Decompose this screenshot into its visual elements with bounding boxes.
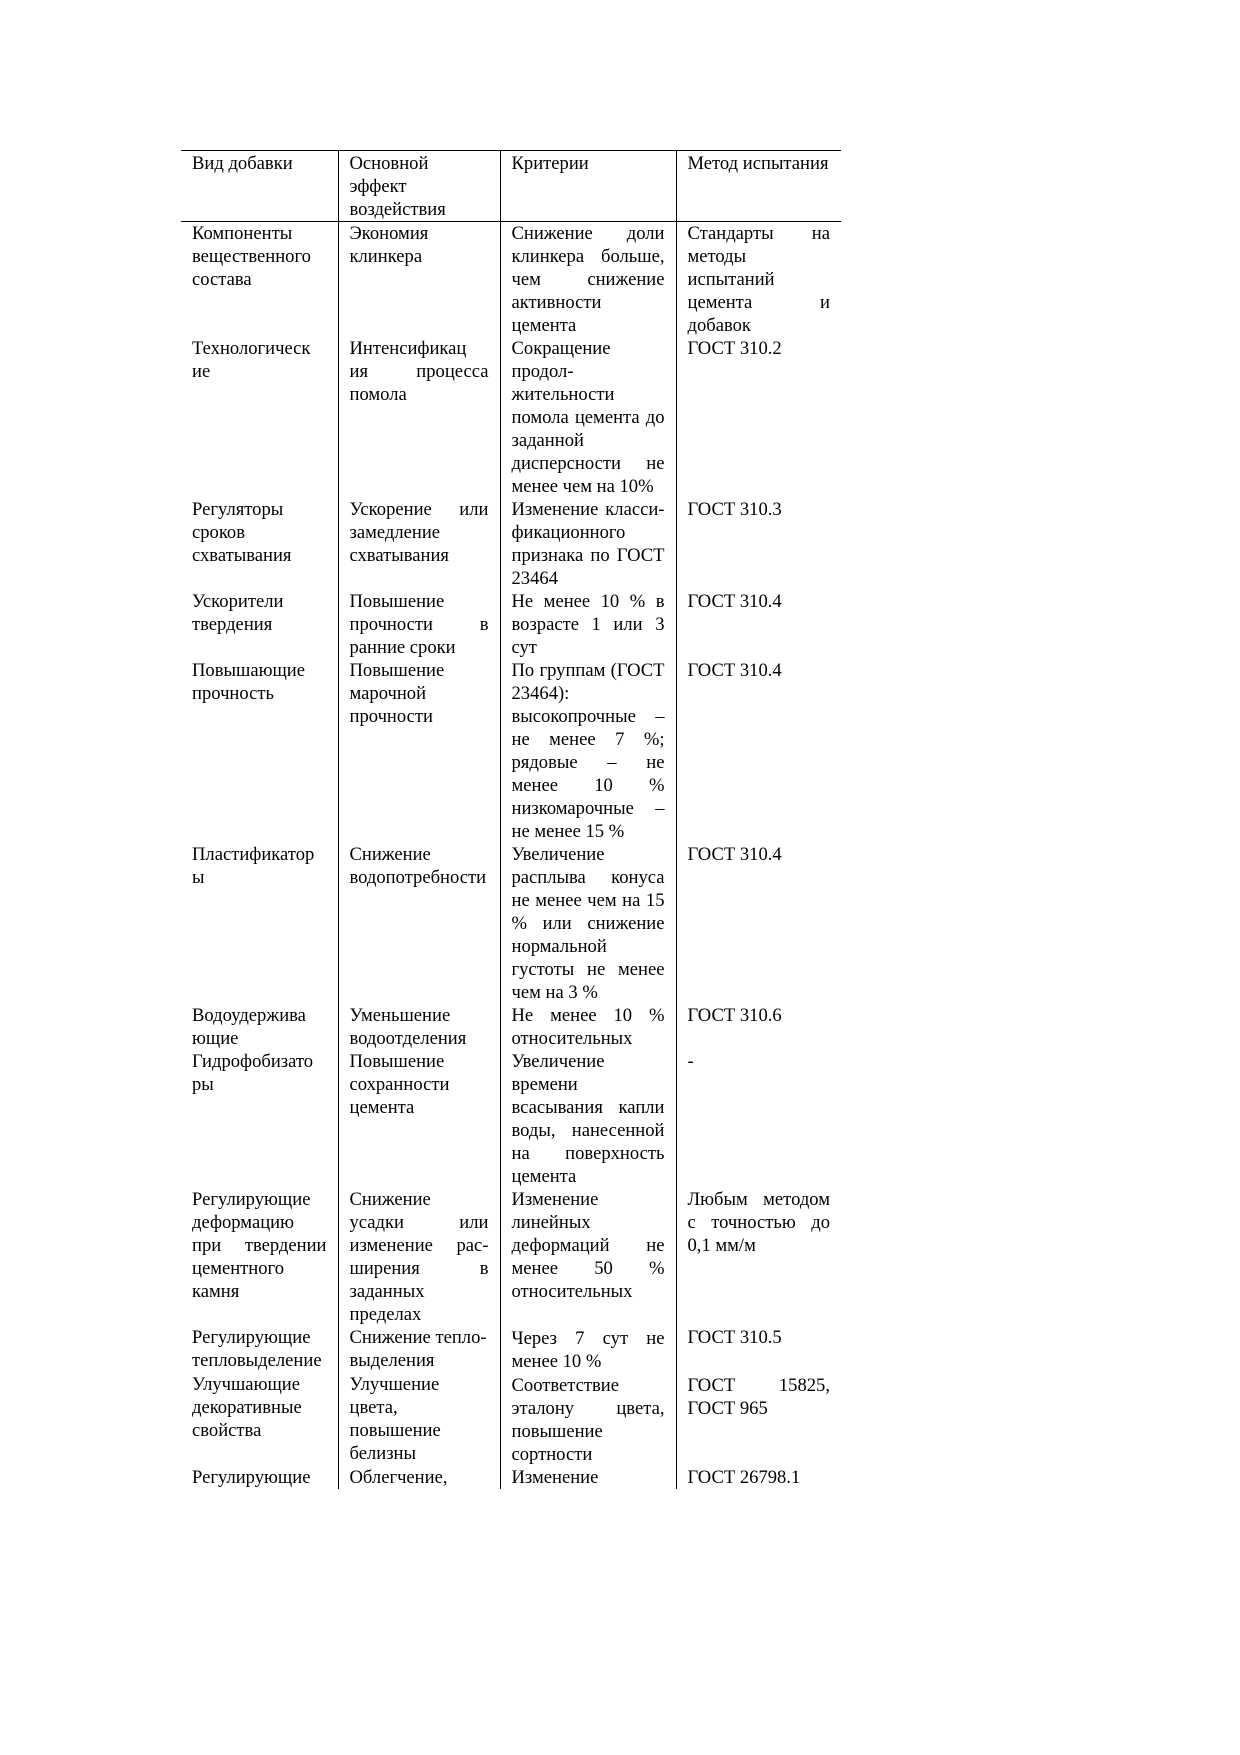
table-row — [181, 1188, 841, 1326]
cell-test-method: ГОСТ 310.2 — [687, 338, 782, 359]
cell-criteria: Изменение линейных деформаций не менее 50 % относительных — [500, 1188, 676, 1326]
cell-main-effect: Повышение сохранности цемента — [338, 1050, 500, 1188]
table-row — [181, 1050, 841, 1188]
criteria-text: Через 7 сут не менее 10 % — [511, 1328, 665, 1372]
cell-additive-type: Компоненты вещественного состава — [181, 222, 338, 338]
cell-main-effect: Ускорение или замедление схватывания — [338, 498, 500, 590]
table-row — [181, 659, 841, 843]
table-row — [181, 1326, 841, 1373]
table-row — [181, 1466, 841, 1489]
cell-main-effect: Снижение усадки или изменение расширения в заданных пределах — [338, 1188, 500, 1326]
cell-criteria: Изменение классификационного признака по ГОСТ 23464 — [500, 498, 676, 590]
table-body — [181, 222, 841, 1490]
header-main-effect: Основной эффект воздействия — [338, 151, 500, 222]
cell-main-effect: Повышение марочной прочности — [338, 659, 500, 843]
cell-additive-type: Улучшающие декоративные свойства — [181, 1373, 338, 1466]
cell-criteria: Снижение доли клинкера больше, чем снижение активности цемента — [500, 222, 676, 338]
cell-additive-type: Водоудержива ющие — [181, 1004, 338, 1050]
cell-main-effect: Улучшение цвета, повышение белизны — [338, 1373, 500, 1466]
cell-main-effect: Снижение тепловыделения — [338, 1326, 500, 1373]
cell-additive-type: Регулирующие тепловыделение — [181, 1326, 338, 1373]
cell-main-effect: Экономия клинкера — [338, 222, 500, 338]
table-row — [181, 590, 841, 659]
cell-test-method: ГОСТ 310.4 — [687, 660, 782, 681]
cell-main-effect: Повышение прочности в ранние сроки — [338, 590, 500, 659]
cell-main-effect: Снижение водопотребности — [338, 843, 500, 1004]
header-test-method: Метод испытания — [676, 151, 841, 222]
table-row — [181, 498, 841, 590]
cell-test-method: - — [687, 1051, 694, 1072]
method-text: ГОСТ 15825, ГОСТ 965 — [687, 1375, 830, 1419]
cell-criteria: Не менее 10 % относительных — [500, 1004, 676, 1050]
cell-test-method: ГОСТ 310.4 — [687, 844, 782, 865]
cell-additive-type: Ускорители твердения — [181, 590, 338, 659]
table-row — [181, 1373, 841, 1466]
cell-test-method: Любым методом с точностью до 0,1 мм/м — [687, 1189, 830, 1256]
cell-additive-type: Регулирующие — [181, 1466, 338, 1489]
cell-additive-type: Гидрофобизато ры — [181, 1050, 338, 1188]
cell-test-method: Стандарты на методы испытаний цемента и добавок — [687, 223, 830, 336]
cell-test-method: ГОСТ 310.3 — [687, 499, 782, 520]
header-additive-type: Вид добавки — [181, 151, 338, 222]
cell-additive-type: Повышающие прочность — [181, 659, 338, 843]
cell-criteria: По группам (ГОСТ 23464): высокопрочные – не менее 7 %; рядовые – не менее 10 % низкомарочные – не менее 15 % — [500, 659, 676, 843]
table-row — [181, 843, 841, 1004]
cell-test-method: ГОСТ 26798.1 — [687, 1467, 801, 1488]
cell-main-effect: Уменьшение водоотделения — [338, 1004, 500, 1050]
cell-additive-type: Регулирующие деформацию при твердении цементного камня — [181, 1188, 338, 1326]
cell-test-method: ГОСТ 310.4 — [687, 591, 782, 612]
cell-additive-type: Технологическ ие — [181, 337, 338, 498]
table-row — [181, 222, 841, 338]
table-row — [181, 337, 841, 498]
header-row — [181, 151, 841, 222]
cell-criteria — [500, 1373, 676, 1466]
cell-test-method: ГОСТ 310.6 — [687, 1005, 782, 1026]
cell-additive-type: Регуляторы сроков схватывания — [181, 498, 338, 590]
table-header — [181, 151, 841, 222]
criteria-text: Соответствие эталону цвета, повышение сортности — [511, 1375, 665, 1465]
table-row — [181, 1004, 841, 1050]
header-criteria: Критерии — [500, 151, 676, 222]
cell-criteria: Сокращение продолжительности помола цемента до заданной дисперсности не менее чем на 10% — [500, 337, 676, 498]
cell-criteria — [500, 1326, 676, 1373]
cell-main-effect: Облегчение, — [338, 1466, 500, 1489]
cell-test-method — [676, 1373, 841, 1466]
additives-table — [181, 150, 841, 1489]
cell-criteria: Изменение — [500, 1466, 676, 1489]
cell-main-effect: Интенсификац ия процесса помола — [338, 337, 500, 498]
cell-criteria: Увеличение расплыва конуса не менее чем на 15 % или снижение нормальной густоты не менее чем на 3 % — [500, 843, 676, 1004]
cell-additive-type: Пластификатор ы — [181, 843, 338, 1004]
cell-criteria: Не менее 10 % в возрасте 1 или 3 сут — [500, 590, 676, 659]
cell-criteria: Увеличение времени всасывания капли воды, нанесенной на поверхность цемента — [500, 1050, 676, 1188]
cell-test-method: ГОСТ 310.5 — [687, 1327, 782, 1348]
